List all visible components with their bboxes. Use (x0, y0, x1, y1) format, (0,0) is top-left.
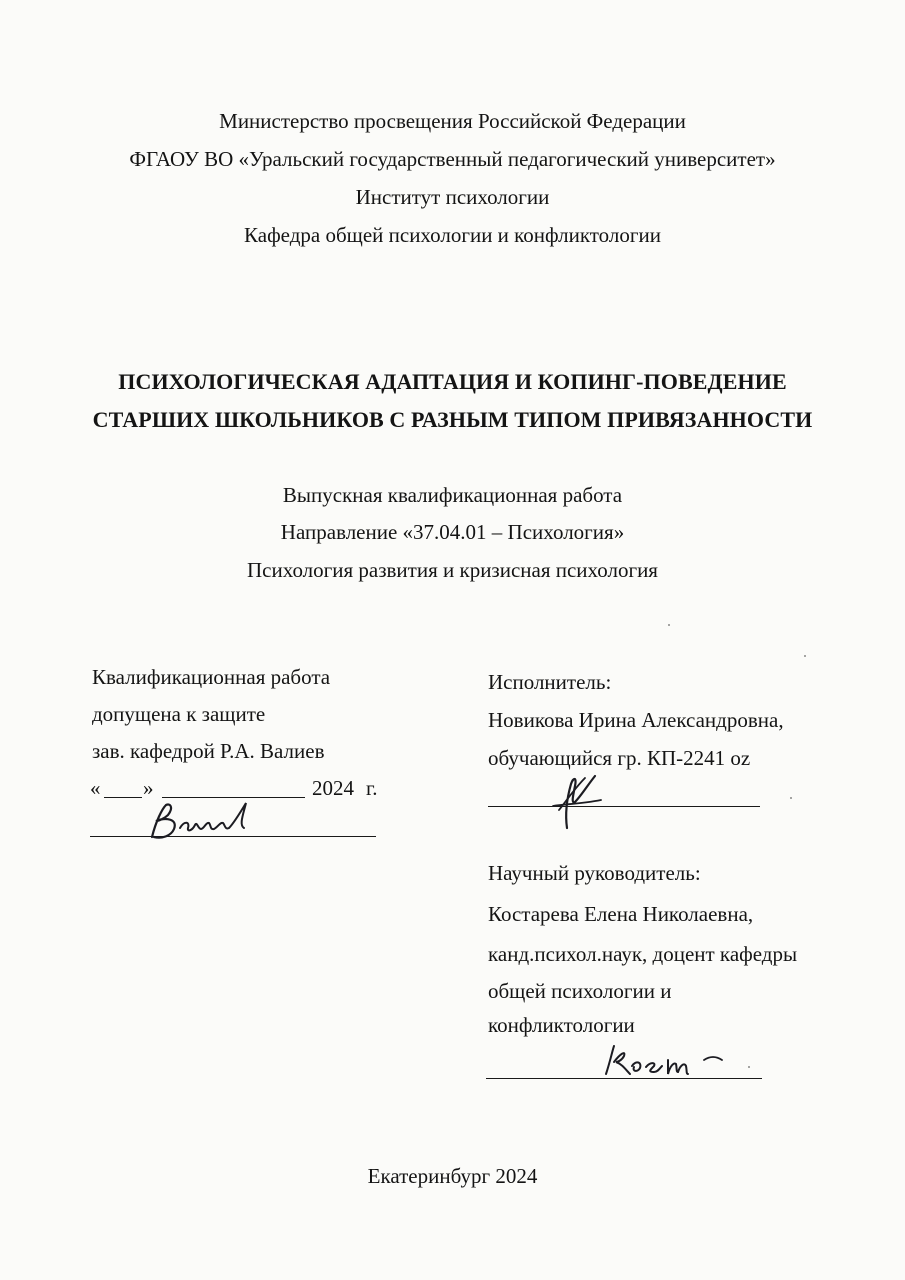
supervisor-label: Научный руководитель: (488, 861, 701, 885)
thesis-title-line-2: СТАРШИХ ШКОЛЬНИКОВ С РАЗНЫМ ТИПОМ ПРИВЯЗАННОСТИ (92, 407, 813, 432)
supervisor-degree: канд.психол.наук, доцент кафедры (488, 942, 798, 966)
date-open-quote: « (90, 776, 101, 800)
year-suffix: г. (366, 776, 378, 800)
supervisor-department-1: общей психологии и (488, 979, 672, 1003)
head-of-department: зав. кафедрой Р.А. Валиев (92, 739, 325, 763)
admission-line-2: допущена к защите (92, 702, 266, 726)
date-close-quote: » (143, 776, 154, 800)
executor-name: Новикова Ирина Александровна, (488, 708, 784, 732)
study-direction: Направление «37.04.01 – Психология» (280, 520, 625, 544)
day-blank-line (104, 797, 142, 798)
ministry-name: Министерство просвещения Российской Федерации (219, 109, 686, 133)
executor-signature (545, 770, 605, 832)
executor-label: Исполнитель: (488, 670, 612, 694)
university-name: ФГАОУ ВО «Уральский государственный педагогический университет» (129, 147, 776, 171)
scan-speck (748, 1066, 750, 1068)
city-and-year: Екатеринбург 2024 (367, 1164, 538, 1188)
supervisor-name: Костарева Елена Николаевна, (488, 902, 754, 926)
department-name: Кафедра общей психологии и конфликтологии (244, 223, 661, 247)
institute-name: Институт психологии (355, 185, 550, 209)
scan-speck (790, 797, 792, 799)
admission-year: 2024 (312, 776, 354, 800)
study-profile: Психология развития и кризисная психология (247, 558, 658, 582)
supervisor-department-2: конфликтологии (488, 1013, 635, 1037)
executor-signature-line (488, 806, 760, 807)
admission-line-1: Квалификационная работа (92, 665, 331, 689)
scan-speck (804, 655, 806, 657)
work-type: Выпускная квалификационная работа (282, 483, 623, 507)
executor-group: обучающийся гр. КП-2241 oz (488, 746, 751, 770)
scan-speck (668, 624, 670, 626)
supervisor-signature (598, 1040, 728, 1080)
head-signature (140, 795, 265, 845)
thesis-title-line-1: ПСИХОЛОГИЧЕСКАЯ АДАПТАЦИЯ И КОПИНГ-ПОВЕДЕНИЕ (118, 369, 787, 394)
